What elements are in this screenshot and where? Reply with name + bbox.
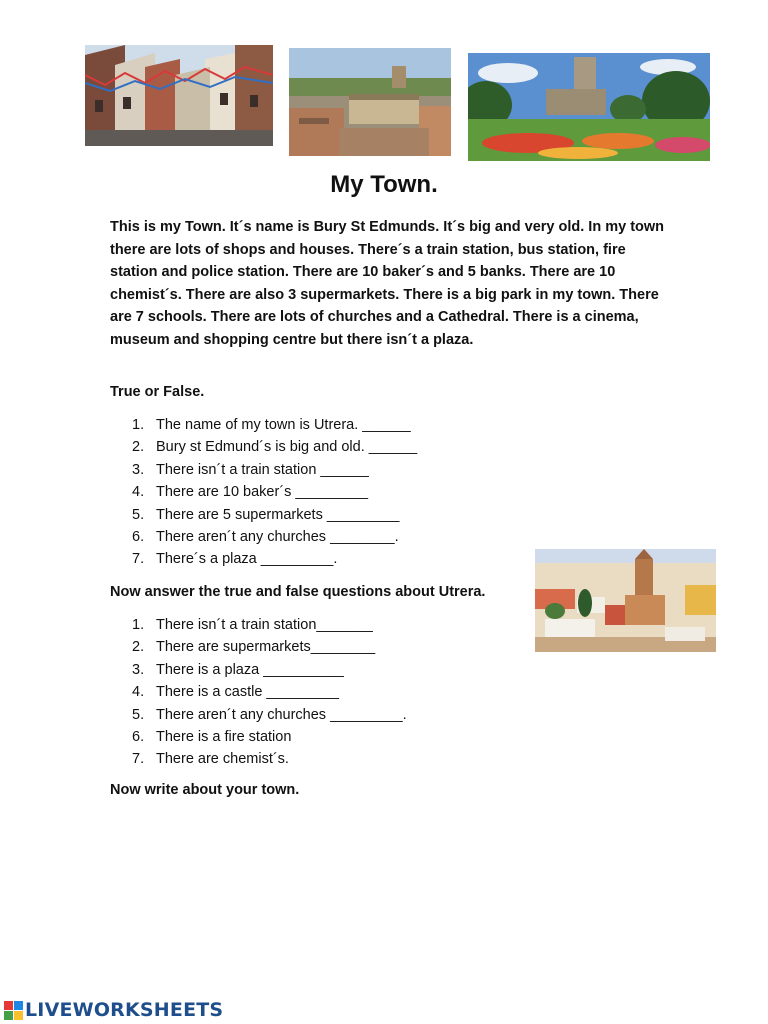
item-number: 2. [132,439,145,456]
intro-paragraph: This is my Town. It´s name is Bury St Edmunds. It´s big and very old. In my town there are lots of shops and houses. There´s a train station, bus station, fire station and police station. There are 10 baker´s and 5 banks. There are 10 chemist´s. There are also 3 supermarkets. There is a big park in my town. There are 7 schools. There are lots of churches and a Cathedral. There is a cinema, museum and shopping centre but there isn´t a plaza. [110,219,665,348]
logo-square [14,1001,23,1010]
item-text: There aren´t any churches _________. [156,706,407,723]
item-text: There aren´t any churches ________. [156,529,399,546]
list-item [132,414,417,436]
list-item [132,548,417,570]
item-number: 7. [132,551,145,568]
list-item [132,459,417,481]
item-text: The name of my town is Utrera. ______ [156,417,411,433]
logo-square [4,1001,13,1010]
list-item [132,748,407,770]
logo-square [14,1011,23,1020]
street-photo [85,45,273,146]
brand-name: LIVEWORKSHEETS [25,999,224,1021]
list-item [132,481,417,503]
item-number: 1. [132,417,145,433]
item-number: 4. [132,684,145,701]
item-number: 2. [132,639,145,656]
item-number: 1. [132,617,145,633]
item-number: 3. [132,661,145,678]
item-text: There´s a plaza _________. [156,551,338,568]
list-item [132,614,407,636]
item-text: Bury st Edmund´s is big and old. ______ [156,439,418,456]
cathedral-garden-photo [468,53,710,161]
logo-squares-icon [4,1001,23,1020]
item-text: There isn´t a train station_______ [156,617,373,633]
list-item [132,636,407,658]
logo-square [4,1011,13,1020]
item-text: There are chemist´s. [156,751,289,768]
utrera-questions-heading: Now answer the true and false questions about Utrera. [110,584,486,600]
list-item [132,436,417,458]
utrera-questions-list [132,614,407,771]
item-number: 5. [132,506,145,523]
liveworksheets-logo[interactable] [4,997,223,1023]
list-item [132,681,407,703]
list-item [132,526,417,548]
item-number: 5. [132,706,145,723]
true-false-heading: True or False. [110,384,205,400]
list-item [132,704,407,726]
list-item [132,726,407,748]
true-false-list [132,414,417,571]
item-text: There is a plaza __________ [156,661,344,678]
item-text: There is a fire station [156,729,292,746]
item-number: 3. [132,461,145,478]
item-text: There are supermarkets________ [156,639,376,656]
item-number: 6. [132,729,145,746]
item-text: There are 5 supermarkets _________ [156,506,400,523]
item-number: 7. [132,751,145,768]
item-number: 6. [132,529,145,546]
town-aerial-photo [289,48,451,156]
page-title: My Town. [330,171,438,198]
utrera-aerial-photo [535,549,716,652]
item-text: There isn´t a train station ______ [156,461,369,478]
closing-instruction: Now write about your town. [110,782,300,798]
item-text: There are 10 baker´s _________ [156,484,369,501]
list-item [132,504,417,526]
item-number: 4. [132,484,145,501]
item-text: There is a castle _________ [156,684,339,701]
list-item [132,659,407,681]
